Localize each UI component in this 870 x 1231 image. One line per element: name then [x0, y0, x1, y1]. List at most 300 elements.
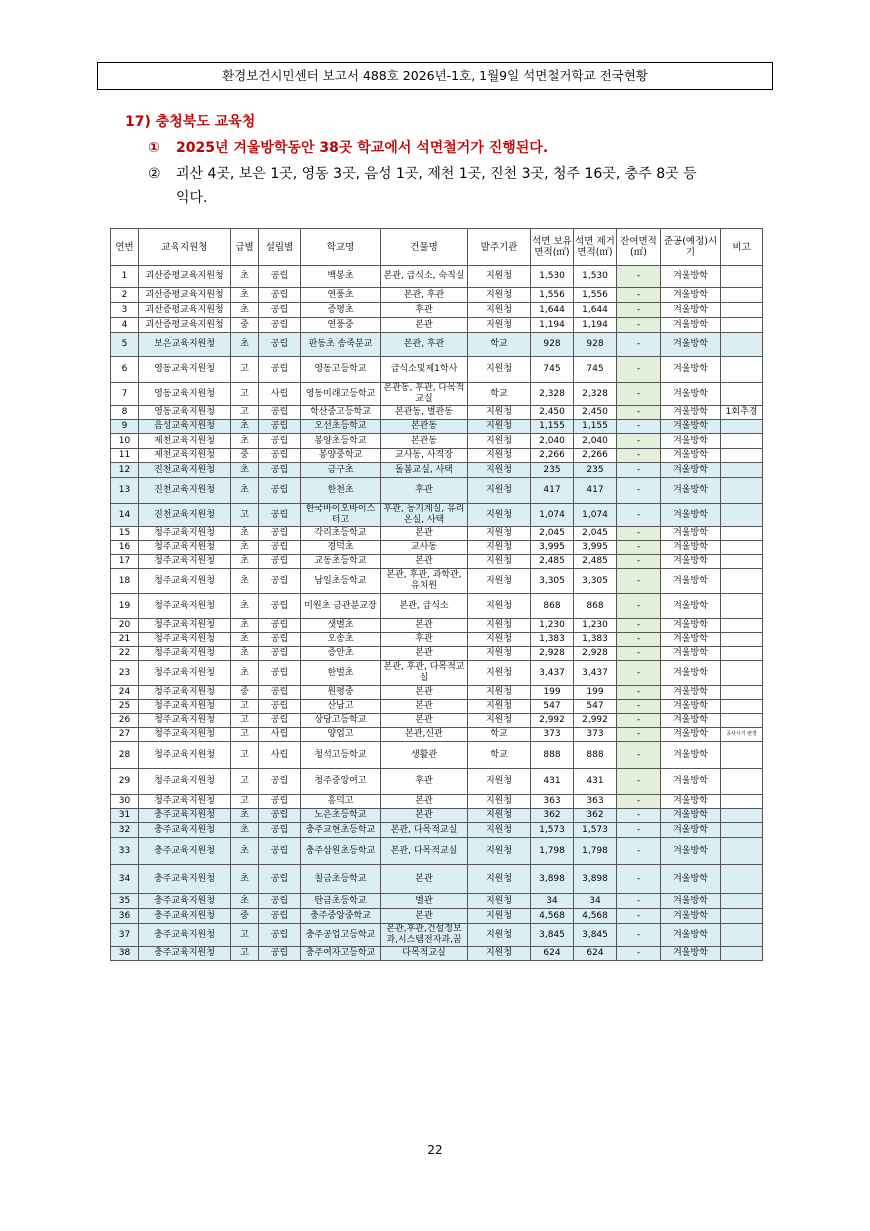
table-cell: [721, 541, 763, 555]
table-cell: -: [617, 594, 661, 619]
table-cell: 1,530: [574, 266, 617, 288]
table-cell: 괴산증평교육지원청: [139, 318, 231, 333]
table-cell: 학교: [468, 383, 531, 406]
table-row: [111, 555, 763, 569]
table-cell: 32: [111, 823, 139, 838]
table-cell: 공립: [259, 909, 301, 924]
table-cell: 지원청: [468, 700, 531, 714]
table-cell: 9: [111, 420, 139, 434]
table-cell: -: [617, 266, 661, 288]
table-cell: -: [617, 555, 661, 569]
column-header: 준공(예정)시기: [661, 229, 721, 266]
table-cell: 제천교육지원청: [139, 449, 231, 463]
table-cell: 363: [574, 795, 617, 809]
table-cell: 연풍중: [301, 318, 381, 333]
table-cell: 영동교육지원청: [139, 357, 231, 383]
table-cell: [721, 504, 763, 527]
table-cell: 겨울방학: [661, 809, 721, 823]
table-cell: 공립: [259, 288, 301, 303]
table-row: [111, 795, 763, 809]
table-cell: 겨울방학: [661, 569, 721, 594]
table-cell: -: [617, 795, 661, 809]
table-cell: 겨울방학: [661, 661, 721, 686]
column-header: 연번: [111, 229, 139, 266]
table-cell: 지원청: [468, 894, 531, 909]
table-cell: 청주교육지원청: [139, 569, 231, 594]
table-cell: 겨울방학: [661, 823, 721, 838]
table-cell: [721, 686, 763, 700]
table-cell: [721, 303, 763, 318]
table-cell: 3,845: [574, 924, 617, 947]
table-cell: 초: [231, 838, 259, 865]
table-cell: 겨울방학: [661, 742, 721, 769]
table-cell: 1,644: [574, 303, 617, 318]
table-cell: 고: [231, 406, 259, 420]
table-cell: 겨울방학: [661, 527, 721, 541]
table-cell: 본관, 다목적교실: [381, 838, 468, 865]
table-cell: 38: [111, 947, 139, 961]
table-cell: 1,798: [531, 838, 574, 865]
table-cell: [721, 809, 763, 823]
table-cell: [721, 894, 763, 909]
table-cell: 본관: [381, 318, 468, 333]
table-cell: -: [617, 686, 661, 700]
table-cell: 362: [531, 809, 574, 823]
table-cell: 888: [574, 742, 617, 769]
table-cell: 청주교육지원청: [139, 647, 231, 661]
table-cell: 2,040: [574, 434, 617, 449]
table-cell: 12: [111, 463, 139, 478]
table-cell: 판동초 송죽분교: [301, 333, 381, 357]
table-cell: 다목적교실: [381, 947, 468, 961]
table-cell: 24: [111, 686, 139, 700]
table-cell: [721, 823, 763, 838]
table-cell: 1회추경: [721, 406, 763, 420]
table-row: [111, 420, 763, 434]
column-header: 학교명: [301, 229, 381, 266]
table-cell: 충주삼원초등학교: [301, 838, 381, 865]
table-row: [111, 728, 763, 742]
table-cell: 공립: [259, 333, 301, 357]
table-cell: 33: [111, 838, 139, 865]
table-cell: 겨울방학: [661, 504, 721, 527]
table-cell: 사립: [259, 728, 301, 742]
table-cell: 청주교육지원청: [139, 728, 231, 742]
table-row: [111, 838, 763, 865]
table-cell: 1,383: [574, 633, 617, 647]
table-cell: 충주교육지원청: [139, 947, 231, 961]
table-cell: 충주교육지원청: [139, 894, 231, 909]
table-cell: 초: [231, 266, 259, 288]
table-cell: 417: [531, 478, 574, 504]
table-cell: 겨울방학: [661, 434, 721, 449]
table-cell: 학교: [468, 728, 531, 742]
table-cell: 남일초등학교: [301, 569, 381, 594]
table-cell: 청주교육지원청: [139, 555, 231, 569]
table-cell: 28: [111, 742, 139, 769]
table-cell: [721, 478, 763, 504]
table-cell: 본관: [381, 714, 468, 728]
table-cell: 지원청: [468, 619, 531, 633]
table-cell: 868: [574, 594, 617, 619]
table-cell: -: [617, 894, 661, 909]
table-cell: 본관: [381, 795, 468, 809]
table-cell: 373: [531, 728, 574, 742]
table-cell: [721, 909, 763, 924]
table-cell: 상당고등학교: [301, 714, 381, 728]
table-cell: 공립: [259, 894, 301, 909]
table-cell: 오송초: [301, 633, 381, 647]
table-cell: -: [617, 383, 661, 406]
table-cell: 공립: [259, 823, 301, 838]
table-cell: 고: [231, 504, 259, 527]
table-cell: [721, 463, 763, 478]
table-cell: 지원청: [468, 686, 531, 700]
table-cell: -: [617, 303, 661, 318]
table-cell: -: [617, 333, 661, 357]
table-cell: 후관: [381, 633, 468, 647]
table-cell: 본관: [381, 686, 468, 700]
point-2: [148, 162, 763, 210]
table-cell: 34: [574, 894, 617, 909]
table-cell: 영동교육지원청: [139, 406, 231, 420]
table-cell: 중: [231, 686, 259, 700]
table-row: [111, 303, 763, 318]
table-row: [111, 434, 763, 449]
table-cell: 후관, 농기계실, 유리온실, 사택: [381, 504, 468, 527]
table-cell: 공립: [259, 478, 301, 504]
table-cell: 2,992: [574, 714, 617, 728]
table-cell: [721, 420, 763, 434]
table-cell: -: [617, 742, 661, 769]
table-cell: 지원청: [468, 420, 531, 434]
table-cell: 지원청: [468, 504, 531, 527]
table-cell: 본관: [381, 555, 468, 569]
table-cell: 돌봄교실, 사택: [381, 463, 468, 478]
table-cell: 1,074: [574, 504, 617, 527]
table-cell: 백봉초: [301, 266, 381, 288]
table-cell: 청석고등학교: [301, 742, 381, 769]
table-cell: 1,644: [531, 303, 574, 318]
table-cell: 공립: [259, 569, 301, 594]
table-cell: 중: [231, 449, 259, 463]
table-cell: 충주교육지원청: [139, 924, 231, 947]
table-cell: 겨울방학: [661, 769, 721, 795]
table-cell: [721, 318, 763, 333]
table-cell: 18: [111, 569, 139, 594]
table-cell: 탄금초등학교: [301, 894, 381, 909]
table-cell: 지원청: [468, 569, 531, 594]
table-cell: 보은교육지원청: [139, 333, 231, 357]
table-cell: 금구초: [301, 463, 381, 478]
table-cell: 3,437: [531, 661, 574, 686]
table-cell: 괴산증평교육지원청: [139, 303, 231, 318]
table-cell: 공립: [259, 541, 301, 555]
table-cell: 1,155: [574, 420, 617, 434]
table-cell: 공립: [259, 661, 301, 686]
table-cell: 624: [531, 947, 574, 961]
table-cell: 3,898: [531, 865, 574, 894]
table-row: [111, 406, 763, 420]
table-cell: 청주교육지원청: [139, 795, 231, 809]
table-cell: 공립: [259, 449, 301, 463]
table-cell: 공립: [259, 594, 301, 619]
table-cell: 17: [111, 555, 139, 569]
table-cell: 한국바이오바이스터고: [301, 504, 381, 527]
table-cell: [721, 449, 763, 463]
table-cell: 2,266: [531, 449, 574, 463]
table-cell: 본관, 후관, 다목적교실: [381, 661, 468, 686]
table-cell: 공립: [259, 865, 301, 894]
table-cell: 본관, 후관, 과학관, 유치원: [381, 569, 468, 594]
table-cell: -: [617, 909, 661, 924]
table-cell: 겨울방학: [661, 909, 721, 924]
table-cell: [721, 619, 763, 633]
table-cell: -: [617, 504, 661, 527]
table-cell: 겨울방학: [661, 894, 721, 909]
table-cell: 영동교육지원청: [139, 383, 231, 406]
table-cell: 3,898: [574, 865, 617, 894]
table-cell: 급식소및제1학사: [381, 357, 468, 383]
table-cell: 공립: [259, 619, 301, 633]
table-cell: 363: [531, 795, 574, 809]
table-cell: 본관: [381, 647, 468, 661]
table-row: [111, 742, 763, 769]
table-cell: 1,155: [531, 420, 574, 434]
table-cell: 청주교육지원청: [139, 686, 231, 700]
table-row: [111, 823, 763, 838]
table-row: [111, 619, 763, 633]
table-cell: 36: [111, 909, 139, 924]
table-cell: 지원청: [468, 633, 531, 647]
table-cell: 고: [231, 728, 259, 742]
table-cell: 공립: [259, 947, 301, 961]
table-cell: 지원청: [468, 661, 531, 686]
table-row: [111, 288, 763, 303]
table-cell: -: [617, 924, 661, 947]
table-cell: 겨울방학: [661, 383, 721, 406]
table-cell: 1,194: [531, 318, 574, 333]
asbestos-schools-table: [110, 228, 763, 961]
table-row: [111, 700, 763, 714]
table-row: [111, 647, 763, 661]
table-cell: -: [617, 865, 661, 894]
point-2-text: 괴산 4곳, 보은 1곳, 영동 3곳, 음성 1곳, 제천 1곳, 진천 3곳, 청주 16곳, 충주 8곳 등: [176, 166, 697, 182]
table-cell: 1,556: [574, 288, 617, 303]
table-cell: 겨울방학: [661, 686, 721, 700]
table-cell: [721, 594, 763, 619]
table-cell: 868: [531, 594, 574, 619]
table-cell: 3,305: [574, 569, 617, 594]
table-cell: 초: [231, 894, 259, 909]
table-cell: 중: [231, 318, 259, 333]
table-cell: 교사동: [381, 541, 468, 555]
table-cell: 1,074: [531, 504, 574, 527]
table-cell: 초: [231, 809, 259, 823]
table-cell: [721, 924, 763, 947]
table-cell: 본관: [381, 809, 468, 823]
table-cell: 2,045: [574, 527, 617, 541]
table-cell: 초: [231, 555, 259, 569]
point-1-number: ①: [148, 140, 160, 156]
table-cell: 23: [111, 661, 139, 686]
table-cell: 1,798: [574, 838, 617, 865]
table-cell: 청주교육지원청: [139, 700, 231, 714]
table-row: [111, 449, 763, 463]
table-cell: 교동초등학교: [301, 555, 381, 569]
table-cell: 겨울방학: [661, 795, 721, 809]
table-cell: 충주중앙중학교: [301, 909, 381, 924]
table-cell: 봉양중학교: [301, 449, 381, 463]
table-cell: 초: [231, 288, 259, 303]
table-cell: 20: [111, 619, 139, 633]
table-cell: 학산중고등학교: [301, 406, 381, 420]
table-cell: -: [617, 728, 661, 742]
table-cell: [721, 865, 763, 894]
table-cell: [721, 714, 763, 728]
table-cell: 공립: [259, 924, 301, 947]
table-cell: [721, 555, 763, 569]
table-cell: 교사동, 사격장: [381, 449, 468, 463]
table-cell: -: [617, 434, 661, 449]
table-cell: 초: [231, 865, 259, 894]
table-cell: -: [617, 769, 661, 795]
table-cell: 겨울방학: [661, 463, 721, 478]
table-cell: 고: [231, 924, 259, 947]
table-row: [111, 633, 763, 647]
table-cell: 노은초등학교: [301, 809, 381, 823]
table-cell: 공립: [259, 463, 301, 478]
table-cell: 8: [111, 406, 139, 420]
table-cell: 중: [231, 909, 259, 924]
table-cell: 겨울방학: [661, 478, 721, 504]
table-row: [111, 333, 763, 357]
table-cell: 초: [231, 434, 259, 449]
table-cell: 청주교육지원청: [139, 769, 231, 795]
table-cell: 362: [574, 809, 617, 823]
table-cell: 공립: [259, 633, 301, 647]
table-cell: 3,995: [531, 541, 574, 555]
table-cell: -: [617, 700, 661, 714]
table-cell: 충주교육지원청: [139, 823, 231, 838]
table-cell: 2,928: [531, 647, 574, 661]
column-header: 설립별: [259, 229, 301, 266]
table-cell: 초: [231, 527, 259, 541]
table-cell: 본관동, 후관, 다목적교실: [381, 383, 468, 406]
column-header: 잔여면적(㎡): [617, 229, 661, 266]
table-cell: 양업고: [301, 728, 381, 742]
table-cell: 충주여자고등학교: [301, 947, 381, 961]
column-header: 건물명: [381, 229, 468, 266]
table-cell: 10: [111, 434, 139, 449]
table-cell: 본관: [381, 865, 468, 894]
table-row: [111, 383, 763, 406]
table-cell: 2,328: [531, 383, 574, 406]
table-cell: -: [617, 823, 661, 838]
table-cell: 14: [111, 504, 139, 527]
table-cell: 후관: [381, 478, 468, 504]
table-cell: 충주교육지원청: [139, 809, 231, 823]
table-cell: 고: [231, 947, 259, 961]
table-cell: 원평중: [301, 686, 381, 700]
table-cell: 각리초등학교: [301, 527, 381, 541]
table-cell: 19: [111, 594, 139, 619]
table-cell: 공립: [259, 266, 301, 288]
table-cell: 지원청: [468, 909, 531, 924]
table-cell: 괴산증평교육지원청: [139, 288, 231, 303]
table-cell: 지원청: [468, 288, 531, 303]
table-cell: 지원청: [468, 478, 531, 504]
table-cell: 본관,후관,건설정보과,시스템전자과,꿈: [381, 924, 468, 947]
table-cell: 공립: [259, 504, 301, 527]
table-cell: 겨울방학: [661, 266, 721, 288]
table-cell: 27: [111, 728, 139, 742]
table-cell: 지원청: [468, 795, 531, 809]
table-cell: 겨울방학: [661, 357, 721, 383]
table-cell: [721, 633, 763, 647]
table-cell: 초: [231, 420, 259, 434]
table-cell: 진천교육지원청: [139, 504, 231, 527]
table-cell: 증평초: [301, 303, 381, 318]
table-cell: 초: [231, 594, 259, 619]
table-cell: [721, 333, 763, 357]
table-cell: 본관, 후관: [381, 288, 468, 303]
table-cell: 2,040: [531, 434, 574, 449]
table-cell: 본관: [381, 909, 468, 924]
table-cell: 겨울방학: [661, 449, 721, 463]
table-cell: 충주교육지원청: [139, 838, 231, 865]
table-cell: [721, 266, 763, 288]
table-cell: 2,485: [574, 555, 617, 569]
table-cell: 후관: [381, 769, 468, 795]
table-cell: 지원청: [468, 594, 531, 619]
table-cell: 공립: [259, 357, 301, 383]
table-cell: 공립: [259, 406, 301, 420]
table-cell: -: [617, 619, 661, 633]
table-cell: 겨울방학: [661, 714, 721, 728]
table-cell: 11: [111, 449, 139, 463]
table-cell: 충주교육지원청: [139, 865, 231, 894]
table-cell: 고: [231, 769, 259, 795]
table-cell: 35: [111, 894, 139, 909]
table-cell: [721, 742, 763, 769]
table-cell: 지원청: [468, 647, 531, 661]
table-cell: 초: [231, 303, 259, 318]
table-cell: -: [617, 406, 661, 420]
column-header: 발주기관: [468, 229, 531, 266]
table-cell: 31: [111, 809, 139, 823]
table-cell: 샛별초: [301, 619, 381, 633]
point-2-continuation: 익다.: [176, 190, 208, 206]
table-cell: 29: [111, 769, 139, 795]
table-row: [111, 714, 763, 728]
table-cell: 음성교육지원청: [139, 420, 231, 434]
table-cell: 공사시기 변경: [721, 728, 763, 742]
table-cell: 겨울방학: [661, 318, 721, 333]
point-2-number: ②: [148, 166, 161, 182]
table-cell: 2,928: [574, 647, 617, 661]
table-cell: 겨울방학: [661, 633, 721, 647]
table-row: [111, 686, 763, 700]
table-cell: 사립: [259, 742, 301, 769]
table-cell: 13: [111, 478, 139, 504]
table-cell: 공립: [259, 686, 301, 700]
table-cell: 2: [111, 288, 139, 303]
table-row: [111, 909, 763, 924]
table-cell: 3: [111, 303, 139, 318]
table-cell: 199: [531, 686, 574, 700]
table-cell: 본관,신관: [381, 728, 468, 742]
